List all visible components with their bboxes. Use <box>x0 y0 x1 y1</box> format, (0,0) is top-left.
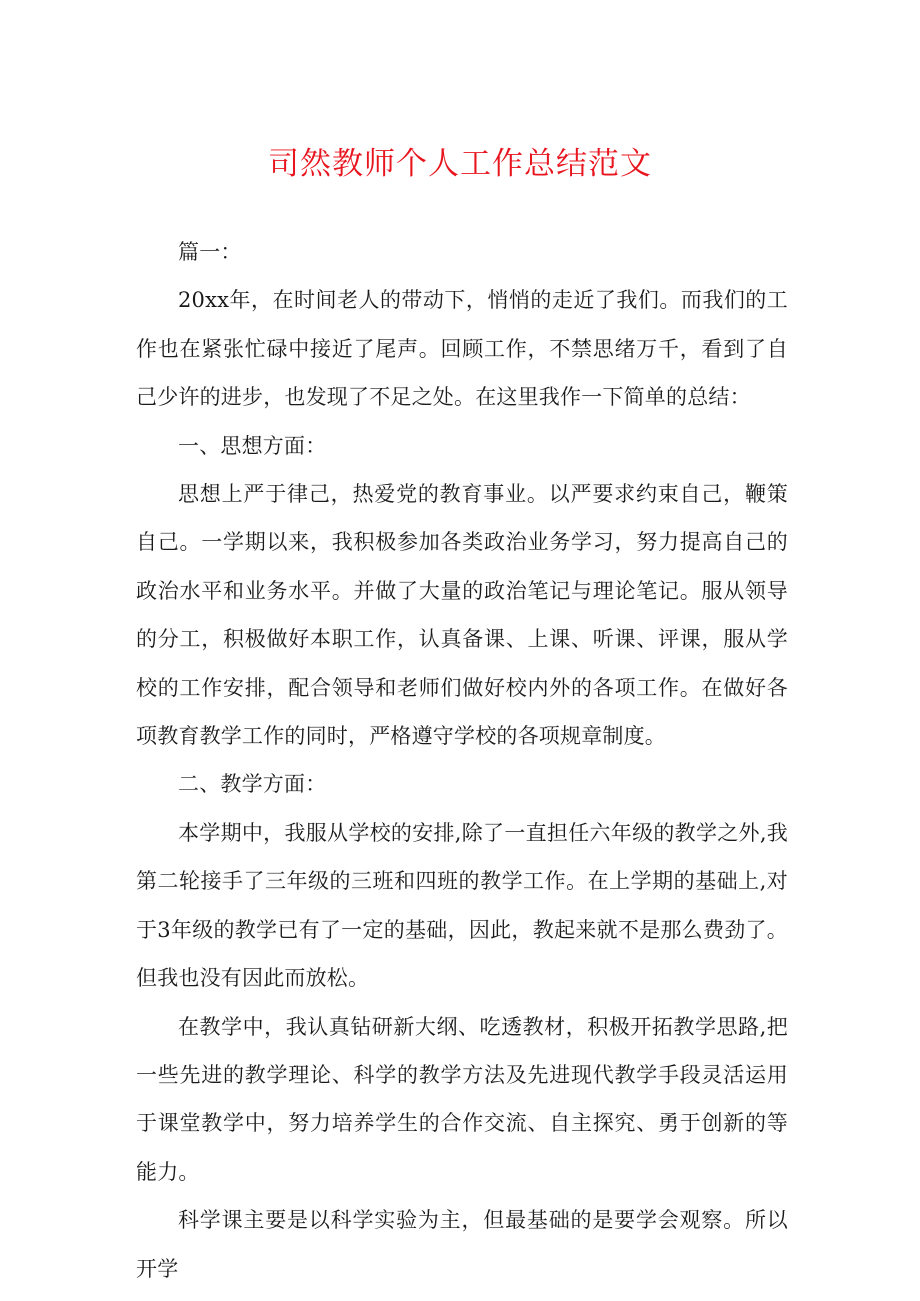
section-heading-thought: 一、思想方面： <box>178 433 327 458</box>
paragraph-science: 科学课主要是以科学实验为主，但最基础的是要学会观察。所以开学 <box>136 1208 788 1281</box>
paragraph-thought: 思想上严于律己，热爱党的教育事业。以严要求约束自己，鞭策自己。一学期以来，我积极参加各类政治业务学习，努力提高自己的政治水平和业务水平。并做了大量的政治笔记与理论笔记。服从领导的分工，积极做好本职工作，认真备课、上课、听课、评课，服从学校的工作安排，配合领导和老师们做好校内外的各项工作。在做好各项教育教学工作的同时，严格遵守学校的各项规章制度。 <box>136 482 788 749</box>
paragraph-intro: 20xx年，在时间老人的带动下，悄悄的走近了我们。而我们的工作也在紧张忙碌中接近了尾声。回顾工作，不禁思绪万千，看到了自己少许的进步，也发现了不足之处。在这里我作一下简单的总结： <box>136 288 788 410</box>
paragraph-part-one: 篇一： <box>178 240 242 264</box>
paragraph-teaching-1: 本学期中，我服从学校的安排,除了一直担任六年级的教学之外,我第二轮接手了三年级的三班和四班的教学工作。在上学期的基础上,对于3年级的教学已有了一定的基础，因此，教起来就不是那么费劲了。但我也没有因此而放松。 <box>136 820 788 991</box>
document-title: 司然教师个人工作总结范文 <box>268 146 652 182</box>
document-body <box>136 228 788 1293</box>
section-heading-teaching: 二、教学方面： <box>178 772 327 797</box>
paragraph-teaching-2: 在教学中，我认真钻研新大纲、吃透教材，积极开拓教学思路,把一些先进的教学理论、科学的教学方法及先进现代教学手段灵活运用于课堂教学中，努力培养学生的合作交流、自主探究、勇于创新的等能力。 <box>136 1014 788 1184</box>
